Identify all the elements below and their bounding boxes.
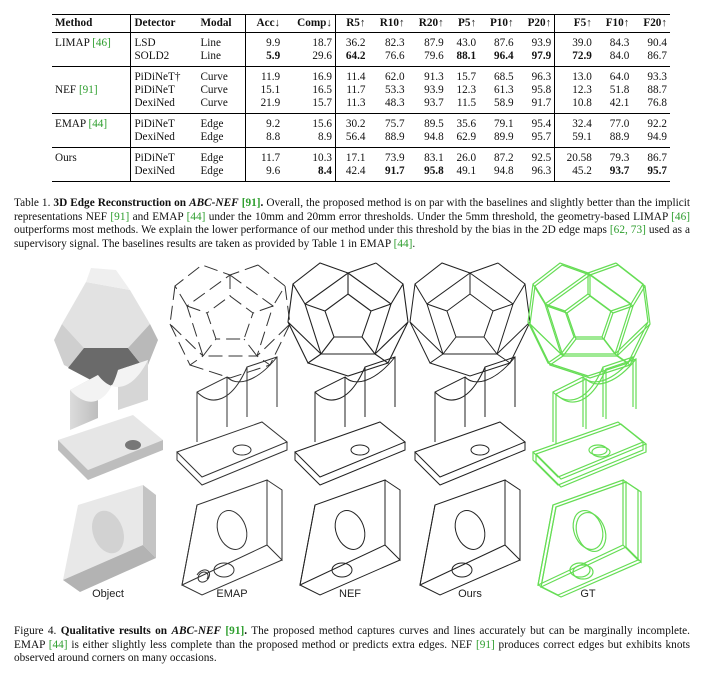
nef-result-wedge (300, 480, 400, 595)
value-cell: 43.0 (456, 37, 477, 49)
value-cell: 73.9 (385, 152, 405, 164)
value-cell: 29.6 (283, 50, 335, 67)
value-cell: 53.3 (385, 84, 405, 96)
value-cell: 88.9 (368, 131, 407, 148)
value-cell: 79.3 (609, 152, 630, 164)
value-cell: 62.9 (447, 131, 479, 148)
value-cell: 12.3 (572, 84, 592, 96)
value-cell: 11.3 (335, 97, 368, 114)
method-name: LIMAP (55, 37, 90, 49)
value-cell: 11.7 (346, 84, 366, 96)
value-cell: 95.8 (517, 84, 555, 97)
detector-cell: PiDiNeT (134, 84, 175, 96)
emap-result-bracket (177, 357, 287, 485)
value-cell: 95.4 (517, 114, 555, 132)
modal-cell: Curve (197, 84, 245, 97)
value-cell: 48.3 (368, 97, 407, 114)
value-cell: 17.1 (345, 152, 366, 164)
value-cell: 15.6 (283, 114, 335, 132)
gt-wedge (538, 480, 641, 597)
value-cell: 79.1 (494, 118, 514, 130)
value-cell: 87.9 (424, 37, 444, 49)
value-cell: 9.2 (266, 118, 281, 130)
value-cell: 42.4 (335, 165, 368, 182)
column-header: F20↑ (632, 15, 670, 33)
citation[interactable]: [91] (241, 197, 261, 209)
caption-title-dataset: ABC-NEF (189, 197, 239, 209)
value-cell: 36.2 (345, 37, 366, 49)
modal-cell: Line (197, 33, 245, 51)
detector-cell: LSD (134, 37, 156, 49)
value-cell: 88.9 (595, 131, 633, 148)
citation[interactable]: [62, 73] (609, 224, 646, 237)
value-cell: 95.7 (517, 131, 555, 148)
modal-cell: Edge (197, 131, 245, 148)
column-label-gt: GT (580, 588, 596, 600)
value-cell: 16.5 (283, 84, 335, 97)
column-header: Detector (131, 15, 197, 33)
value-cell: 59.1 (555, 131, 595, 148)
ours-result-wedge (420, 480, 520, 595)
value-cell: 10.8 (555, 97, 595, 114)
value-cell: 15.7 (283, 97, 335, 114)
method-name: NEF (55, 84, 77, 96)
value-cell: 96.3 (517, 67, 555, 85)
value-cell: 30.2 (345, 118, 366, 130)
column-header: Comp↓ (283, 15, 335, 33)
table-caption: Table 1. 3D Edge Reconstruction on ABC-NEF [91]. Overall, the proposed method is on par with the baselines and slightly better than the implicit representations NEF [91] and EMAP [44] under the 10mm and 20mm error thresholds. Under the 5mm threshold, the geometry-based LIMAP [46] outperforms most methods. We explain the lower performance of our method under this threshold by the bias in the 2D edge maps [62, 73] used as a supervisory signal. The baselines results are taken as provided by Table 1 in EMAP [44]. (14, 197, 691, 250)
value-cell: 49.1 (447, 165, 479, 182)
value-cell: 18.7 (283, 33, 335, 51)
caption-label: Figure 4. (14, 625, 57, 637)
value-cell: 79.6 (408, 50, 447, 67)
value-cell: 92.2 (647, 118, 667, 130)
column-label-nef: NEF (339, 588, 361, 600)
value-cell: 93.9 (517, 33, 555, 51)
modal-cell: Edge (197, 148, 245, 166)
citation[interactable]: [44] (186, 210, 206, 223)
detector-cell: SOLD2 (131, 50, 197, 67)
citation[interactable]: [46] (671, 210, 690, 223)
value-cell: 94.8 (408, 131, 447, 148)
value-cell: 77.0 (609, 118, 630, 130)
column-header: R5↑ (335, 15, 368, 33)
value-cell: 39.0 (572, 37, 592, 49)
column-label-emap: EMAP (216, 588, 248, 600)
value-cell: 45.2 (555, 165, 595, 182)
column-header: F5↑ (555, 15, 595, 33)
value-cell: 20.58 (566, 152, 592, 164)
value-cell: 11.4 (346, 71, 366, 83)
value-cell: 83.1 (424, 152, 444, 164)
citation[interactable]: [91] (78, 84, 98, 96)
value-cell: 72.9 (555, 50, 595, 67)
value-cell: 94.8 (479, 165, 517, 182)
detector-cell: PiDiNeT (134, 152, 175, 164)
value-cell: 96.3 (517, 165, 555, 182)
value-cell: 64.2 (335, 50, 368, 67)
value-cell: 35.6 (456, 118, 477, 130)
column-header: P10↑ (479, 15, 517, 33)
value-cell: 56.4 (335, 131, 368, 148)
column-header: Acc↓ (245, 15, 283, 33)
value-cell: 93.7 (595, 165, 633, 182)
column-header: F10↑ (595, 15, 633, 33)
value-cell: 87.6 (494, 37, 514, 49)
method-name: EMAP (55, 118, 86, 130)
modal-cell: Curve (197, 97, 245, 114)
column-label-ours: Ours (458, 588, 482, 600)
detector-cell: DexiNed (131, 131, 197, 148)
value-cell: 15.1 (260, 84, 281, 96)
nef-result-bracket (295, 357, 405, 485)
value-cell: 94.9 (632, 131, 670, 148)
value-cell: 93.9 (424, 84, 444, 96)
value-cell: 12.3 (456, 84, 477, 96)
value-cell: 87.2 (494, 152, 514, 164)
modal-cell: Edge (197, 114, 245, 132)
citation[interactable]: [91] (475, 638, 495, 651)
object-render-wedge (63, 485, 156, 592)
caption-title-dataset: ABC-NEF (171, 625, 222, 637)
citation[interactable]: [44] (88, 118, 108, 130)
value-cell: 91.3 (424, 71, 444, 83)
value-cell: 11.5 (447, 97, 479, 114)
value-cell: 13.0 (572, 71, 592, 83)
column-header: R20↑ (408, 15, 447, 33)
value-cell: 9.9 (266, 37, 281, 49)
value-cell: 84.0 (595, 50, 633, 67)
value-cell: 91.7 (368, 165, 407, 182)
caption-title: Qualitative results on (60, 625, 172, 637)
modal-cell: Line (197, 50, 245, 67)
value-cell: 76.6 (368, 50, 407, 67)
ours-result-dodecahedron (410, 263, 530, 376)
value-cell: 42.1 (595, 97, 633, 114)
modal-cell: Edge (197, 165, 245, 182)
value-cell: 91.7 (517, 97, 555, 114)
value-cell: 62.0 (385, 71, 405, 83)
column-label-object: Object (92, 588, 124, 600)
value-cell: 97.9 (517, 50, 555, 67)
value-cell: 64.0 (609, 71, 630, 83)
detector-cell: PiDiNeT† (134, 71, 181, 83)
gt-bracket (533, 357, 646, 487)
value-cell: 86.7 (632, 50, 670, 67)
citation[interactable]: [91] (110, 210, 130, 223)
column-header: R10↑ (368, 15, 407, 33)
citation[interactable]: [44] (393, 237, 413, 250)
emap-result-dodecahedron (170, 265, 290, 378)
method-name: Ours (55, 152, 77, 164)
value-cell: 32.4 (572, 118, 592, 130)
value-cell: 88.1 (447, 50, 479, 67)
value-cell: 16.9 (283, 67, 335, 85)
value-cell: 95.7 (632, 165, 670, 182)
column-header: Method (52, 15, 131, 33)
emap-result-wedge (182, 480, 282, 595)
value-cell: 89.5 (424, 118, 444, 130)
value-cell: 21.9 (245, 97, 283, 114)
detector-cell: DexiNed (131, 97, 197, 114)
value-cell: 8.4 (283, 165, 335, 182)
value-cell: 92.5 (517, 148, 555, 166)
value-cell: 11.7 (260, 152, 281, 164)
value-cell: 88.7 (647, 84, 667, 96)
value-cell: 61.3 (494, 84, 514, 96)
value-cell: 93.7 (408, 97, 447, 114)
value-cell: 8.9 (283, 131, 335, 148)
value-cell: 26.0 (456, 152, 477, 164)
value-cell: 96.4 (479, 50, 517, 67)
column-header: P5↑ (447, 15, 479, 33)
citation[interactable]: [44] (48, 638, 68, 651)
value-cell: 86.7 (647, 152, 667, 164)
citation[interactable]: [91] (225, 625, 245, 637)
value-cell: 11.9 (260, 71, 281, 83)
column-header: Modal (197, 15, 245, 33)
citation[interactable]: [46] (92, 37, 111, 49)
value-cell: 10.3 (283, 148, 335, 166)
value-cell: 93.3 (647, 71, 667, 83)
value-cell: 5.9 (245, 50, 283, 67)
figure-caption: Figure 4. Qualitative results on ABC-NEF [91]. The proposed method captures curves and lines accurately but can be marginally incomplete. EMAP [44] is either slightly less complete than the proposed method or predicts extra edges. NEF [91] produces correct edges but exhibits knots observed around corners on many occasions. (14, 625, 691, 665)
modal-cell: Curve (197, 67, 245, 85)
detector-cell: PiDiNeT (134, 118, 175, 130)
value-cell: 95.8 (408, 165, 447, 182)
value-cell: 75.7 (385, 118, 405, 130)
value-cell: 15.7 (456, 71, 477, 83)
value-cell: 90.4 (647, 37, 667, 49)
caption-title: 3D Edge Reconstruction on (53, 197, 190, 209)
value-cell: 76.8 (632, 97, 670, 114)
value-cell: 58.9 (479, 97, 517, 114)
value-cell: 9.6 (245, 165, 283, 182)
column-header: P20↑ (517, 15, 555, 33)
value-cell: 82.3 (385, 37, 405, 49)
detector-cell: DexiNed (131, 165, 197, 182)
value-cell: 89.9 (479, 131, 517, 148)
value-cell: 8.8 (245, 131, 283, 148)
value-cell: 84.3 (609, 37, 630, 49)
value-cell: 68.5 (494, 71, 514, 83)
caption-label: Table 1. (14, 197, 51, 209)
value-cell: 51.8 (609, 84, 630, 96)
